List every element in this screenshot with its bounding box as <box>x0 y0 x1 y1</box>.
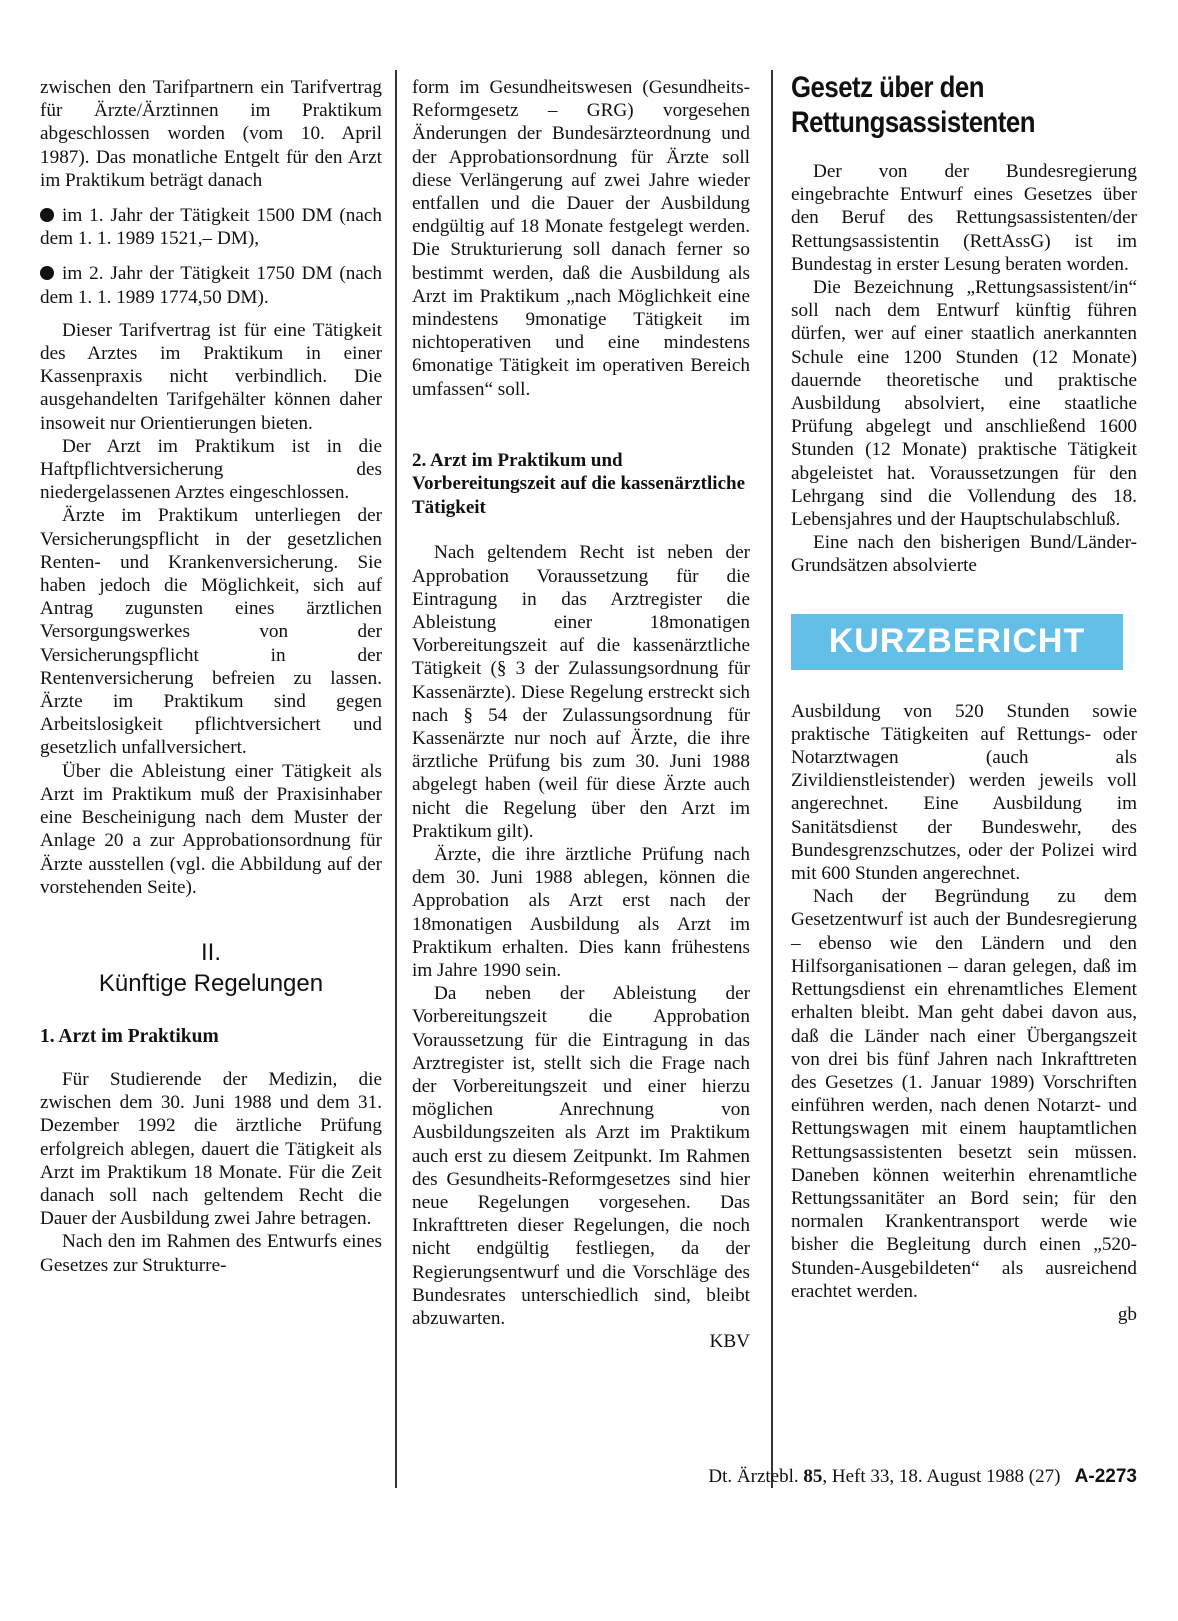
bullet-text: im 1. Jahr der Tätigkeit 1500 DM (nach dem 1. 1. 1989 1521,– DM), <box>40 205 382 250</box>
bullet-item <box>40 262 382 308</box>
paragraph: Nach der Begründung zu dem Gesetzentwurf ist auch der Bundesregierung – ebenso wie den Ländern und den Hilfsorganisationen – daran gelegen, daß im Rettungsdienst ein ehrenamtliches Element erhalten bleibt. Man geht dabei davon aus, daß die Länder nach einer Übergangszeit von drei bis fünf Jahren nach Inkrafttreten des Gesetzes (1. Januar 1989) Vorschriften einführen werden, nach denen Notarzt- und Rettungswagen mit einem hauptamtlichen Rettungsassistenten besetzt sein müssen. Daneben können weiterhin ehrenamtliche Rettungssanitäter an Bord sein; für den normalen Krankentransport werde wie bisher die Begleitung durch einen „520-Stunden-Ausgebildeten“ als ausreichend erachtet werden. <box>791 886 1137 1302</box>
paragraph: Ausbildung von 520 Stunden sowie praktische Tätigkeiten auf Rettungs- oder Notarztwagen (auch als Zivildienstleistender) werden jeweils voll angerechnet. Eine Ausbildung im Sanitätsdienst der Bundeswehr, des Bundesgrenzschutzes, oder der Polizei wird mit 600 Stunden angerechnet. <box>791 700 1137 885</box>
journal-name: Dt. Ärztebl. <box>708 1466 799 1487</box>
volume-number: 85 <box>803 1466 823 1487</box>
paragraph: Nach den im Rahmen des Entwurfs eines Gesetzes zur Strukturre- <box>40 1231 382 1276</box>
paragraph: Dieser Tarifvertrag ist für eine Tätigkeit des Arztes im Praktikum in einer Kassenpraxis nicht verbindlich. Die ausgehandelten Tarifgehälter können daher insoweit nur Orientierungen bieten. <box>40 319 382 434</box>
paragraph: Die Bezeichnung „Rettungsassistent/in“ soll nach dem Entwurf künftig führen dürfen, wer auf einer staatlich anerkannten Schule eine 1200 Stunden (12 Monate) dauernde theoretische und praktische Ausbildung absolviert, eine staatliche Prüfung abgelegt und anschließend 1600 Stunden (12 Monate) praktische Tätigkeit abgeleistet hat. Voraussetzungen für den Lehrgang sind die Vollendung des 18. Lebensjahres und der Hauptschulabschluß. <box>791 277 1137 531</box>
paragraph: Der Arzt im Praktikum ist in die Haftpflichtversicherung des niedergelassenen Arztes eingeschlossen. <box>40 435 382 504</box>
author-signature: KBV <box>709 1331 750 1353</box>
column-right <box>791 71 1137 1326</box>
bullet-icon <box>40 266 54 280</box>
paragraph: Für Studierende der Medizin, die zwischen dem 30. Juni 1988 und dem 31. Dezember 1992 die ärztliche Prüfung erfolgreich ablegen, dauert die Tätigkeit als Arzt im Praktikum 18 Monate. Für die Zeit danach soll nach geltendem Recht die Dauer der Ausbildung zwei Jahre betragen. <box>40 1068 382 1230</box>
paragraph: Nach geltendem Recht ist neben der Approbation Voraussetzung für die Eintragung in das Arztregister die Ableistung einer 18monatigen Vorbereitungszeit auf die kassenärztliche Tätigkeit (§ 3 der Zulassungsordnung für Kassenärzte). Diese Regelung erstreckt sich nach § 54 der Zulassungsordnung für Kassenärzte nur noch auf Ärzte, die ihre ärztliche Prüfung bis zum 30. Juni 1988 abgelegt haben (weil für diese Ärzte auch nicht die Regelung über den Arzt im Praktikum gilt). <box>412 542 750 842</box>
bullet-icon <box>40 208 54 222</box>
subsection-heading: 1. Arzt im Praktikum <box>40 1025 219 1047</box>
page-number: A-2273 <box>1074 1466 1137 1487</box>
section-number: II. <box>200 938 221 966</box>
paragraph: Eine nach den bisherigen Bund/Länder-Grundsätzen absolvierte <box>791 532 1137 577</box>
signature-line <box>412 1330 750 1353</box>
column-middle <box>412 76 750 1353</box>
article-title: Gesetz über den Rettungsassistenten <box>791 71 1035 139</box>
bullet-text: im 2. Jahr der Tätigkeit 1750 DM (nach dem 1. 1. 1989 1774,50 DM). <box>40 263 382 308</box>
issue-info: , Heft 33, 18. August 1988 (27) <box>822 1466 1061 1487</box>
author-signature: gb <box>1117 1303 1137 1325</box>
column-divider-right <box>771 70 773 1488</box>
paragraph: zwischen den Tarifpartnern ein Tarifvertrag für Ärzte/Ärztinnen im Praktikum abgeschlossen worden (vom 10. April 1987). Das monatliche Entgelt für den Arzt im Praktikum beträgt danach <box>40 77 382 191</box>
column-left <box>40 76 382 1277</box>
section-title: Künftige Regelungen <box>98 969 324 997</box>
paragraph: Da neben der Ableistung der Vorbereitungszeit die Approbation Voraussetzung für die Eintragung in das Arztregister ist, stellt sich die Frage nach der Vorbereitungszeit und einer hierzu möglichen Anrechnung von Ausbildungszeiten als Arzt im Praktikum auch erst zu diesem Zeitpunkt. Im Rahmen des Gesundheits-Reformgesetzes sind hier neue Regelungen vorgesehen. Das Inkrafttreten dieser Regelungen, die noch nicht endgültig festliegen, da der Regierungsentwurf und die Vorschläge des Bundesrates unterschiedlich sind, bleibt abzuwarten. <box>412 983 750 1330</box>
paragraph: Ärzte im Praktikum unterliegen der Versicherungspflicht in der gesetzlichen Renten- und Krankenversicherung. Sie haben jedoch die Möglichkeit, sich auf Antrag zugunsten eines ärztlichen Versorgungswerkes von der Versicherungspflicht in der Rentenversicherung befreien zu lassen. Ärzte im Praktikum sind gegen Arbeitslosigkeit pflichtversichert und gesetzlich unfallversichert. <box>40 505 382 759</box>
paragraph: form im Gesundheitswesen (Gesundheits-Reformgesetz – GRG) vorgesehen Änderungen der Bundesärzteordnung und der Approbationsordnung für Ärzte soll diese Verlängerung auf zwei Jahre wieder entfallen und die Dauer der Ausbildung endgültig auf 18 Monate festgelegt werden. Die Strukturierung soll danach ferner so bestimmt werden, daß die Ausbildung als Arzt im Praktikum „nach Möglichkeit eine mindestens 9monatige Tätigkeit im nichtoperativen und eine mindestens 6monatige Tätigkeit im operativen Bereich umfassen“ soll. <box>412 77 750 400</box>
kurzbericht-badge <box>791 614 1123 670</box>
subsection-heading: 2. Arzt im Praktikum und Vorbereitungszeit auf die kassenärztliche Tätigkeit <box>412 449 746 518</box>
page-footer <box>708 1466 1137 1488</box>
paragraph: Der von der Bundesregierung eingebrachte Entwurf eines Gesetzes über den Beruf des Rettungsassistenten/der Rettungsassistentin (RettAssG) ist im Bundestag in erster Lesung beraten worden. <box>791 161 1137 275</box>
section-heading <box>40 937 382 999</box>
badge-label: KURZBERICHT <box>828 622 1086 661</box>
paragraph: Über die Ableistung einer Tätigkeit als Arzt im Praktikum muß der Praxisinhaber eine Bescheinigung nach dem Muster der Anlage 20 a zur Approbationsordnung für Ärzte ausstellen (vgl. die Abbildung auf der vorstehenden Seite). <box>40 760 382 898</box>
signature-line <box>791 1303 1137 1326</box>
column-divider-left <box>395 70 397 1488</box>
bullet-item <box>40 204 382 250</box>
paragraph: Ärzte, die ihre ärztliche Prüfung nach dem 30. Juni 1988 ablegen, können die Approbation als Arzt erst nach der 18monatigen Ausbildung als Arzt im Praktikum erhalten. Dies kann frühestens im Jahre 1990 sein. <box>412 843 750 981</box>
